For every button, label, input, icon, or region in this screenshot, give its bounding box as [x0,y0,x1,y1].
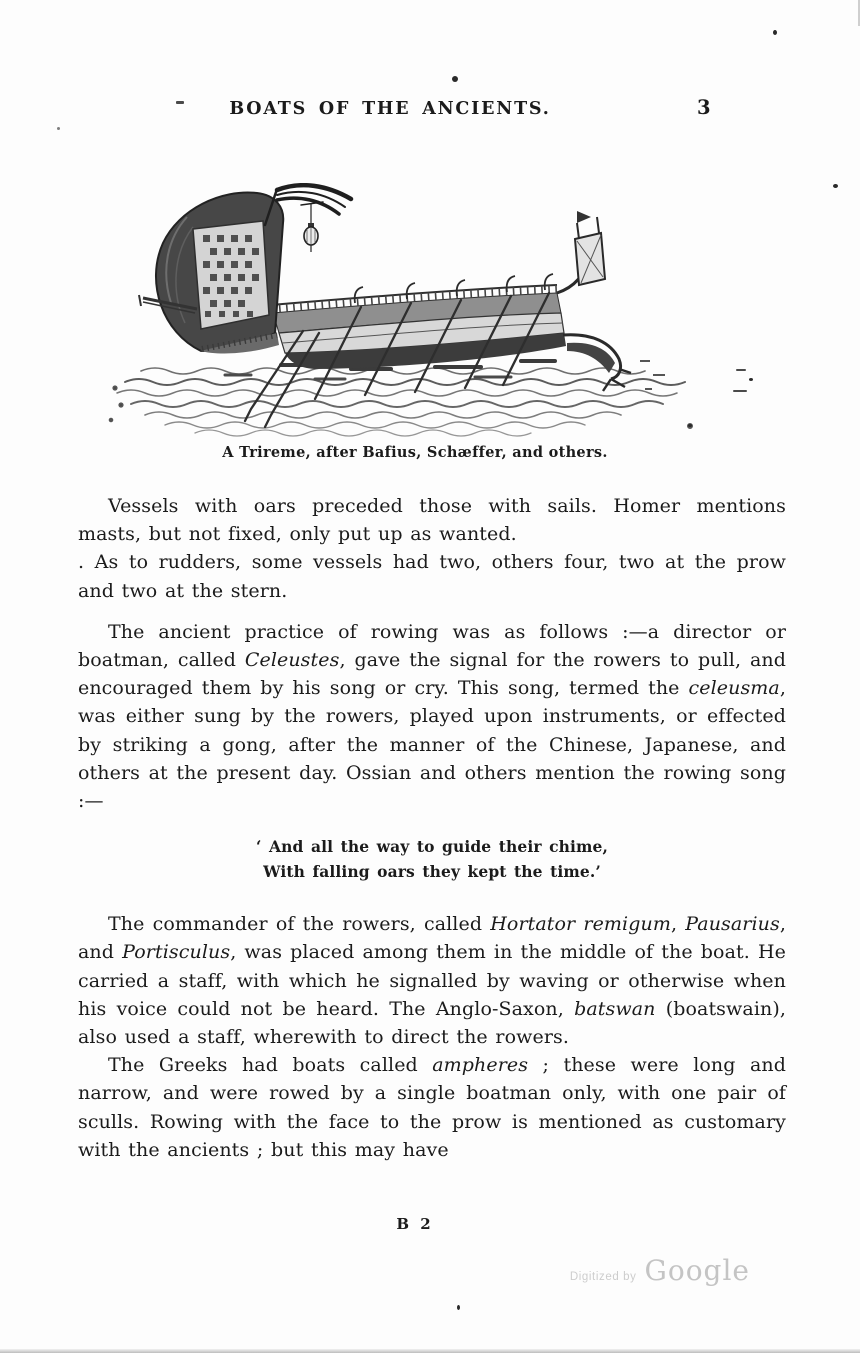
scan-speck [833,184,838,188]
scan-speck [452,76,458,82]
lantern [304,204,318,252]
paragraph: The ancient practice of rowing was as follows :—a director or boatman, called Celeustes, gave the signal for the rowers to pull, and encouraged them by his song or cry. This song, termed the celeusma, was either sung by the rowers, played upon instruments, or effected by striking a gong, after the manner of the Chinese, Japanese, and others at the present day. Ossian and others mention the rowing song :— [78,620,786,813]
trireme-illustration [105,183,723,438]
watermark [440,1254,750,1287]
italic-term: Celeustes [244,649,340,672]
scan-speck [773,30,777,35]
italic-term: Pausarius [685,913,780,936]
body-text [78,492,786,1164]
scan-speck [733,390,747,392]
paragraph: The Greeks had boats called ampheres ; these were long and narrow, and were rowed by a single boatman only, with one pair of sculls. Rowing with the face to the prow is mentioned as customary with the ancients ; but this may have [78,1054,786,1161]
figure-trireme [105,183,723,438]
italic-term: batswan [574,997,656,1020]
paragraph: The commander of the rowers, called Hortator remigum, Pausarius, and Portisculus, was placed among them in the middle of the boat. He carried a staff, with which he signalled by waving or otherwise when his voice could not be heard. The Anglo-Saxon, batswan (boatswain), also used a staff, wherewith to direct the rowers. [78,913,786,1049]
stern-fan [139,192,283,353]
scan-speck [749,378,753,381]
signature-mark: B 2 [396,1215,434,1233]
digitized-by-label: Digitized by [569,1271,637,1283]
water-waves [117,361,685,436]
paragraph: Vessels with oars preceded those with sails. Homer mentions masts, but not fixed, only put up as wanted. [78,495,786,546]
verse-quote [78,835,786,884]
italic-term: Portisculus [122,941,231,964]
hull [271,274,566,369]
scan-speck [176,101,184,104]
google-logo: Google [644,1254,750,1287]
page-bottom-edge [0,1349,860,1353]
italic-term: ampheres [432,1054,529,1077]
verse-line: With falling oars they kept the time.’ [263,861,601,881]
scan-speck [688,424,692,427]
page-header-title: BOATS OF THE ANCIENTS. [229,99,551,119]
bow-ram [557,211,631,391]
scan-speck [57,127,60,130]
italic-term: Hortator remigum [490,913,671,936]
paragraph: . As to rudders, some vessels had two, others four, two at the prow and two at the stern. [78,551,786,602]
scan-speck [457,1305,460,1310]
verse-line: ‘ And all the way to guide their chime, [256,837,608,857]
figure-caption: A Trireme, after Bafius, Schæffer, and others. [222,444,608,461]
italic-term: celeusma [688,677,780,700]
page-number: 3 [697,96,711,119]
scan-speck [736,369,746,371]
